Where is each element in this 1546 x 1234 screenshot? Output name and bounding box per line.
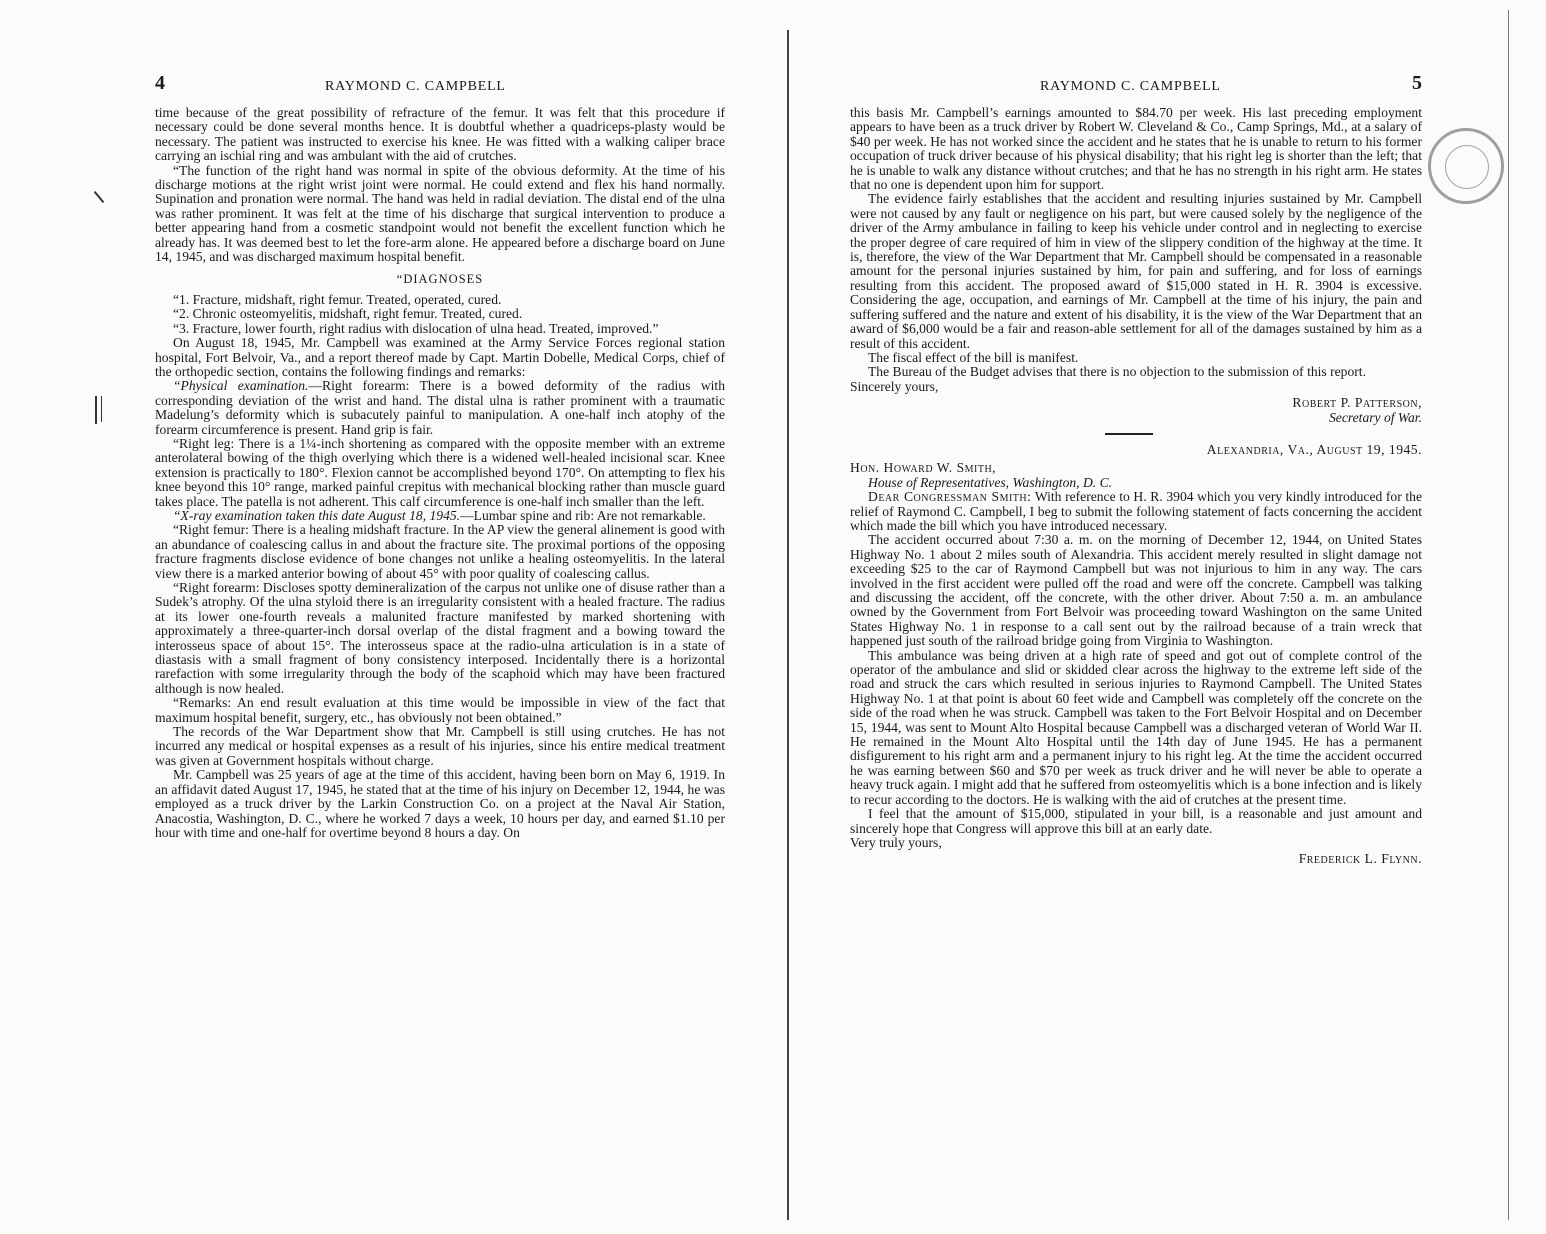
closing: Sincerely yours, bbox=[850, 378, 939, 394]
dateline: Alexandria, Va., August 19, 1945. bbox=[1206, 441, 1422, 457]
paragraph: “Remarks: An end result evaluation at this time would be impossible in view of the fact that maximum hospital benefit, surgery, etc., has obviously not been obtained.” bbox=[155, 695, 725, 725]
signature-name: Frederick L. Flynn. bbox=[1298, 851, 1422, 867]
right-page bbox=[850, 72, 1422, 867]
paragraph: The evidence fairly establishes that the accident and resulting injuries sustained by Mr. Campbell were not caused by any fault or negligence on his part, but were caused solely by the negligence of the driver of the Army ambulance in failing to keep his vehicle under control and in neglecting to exercise the proper degree of care required of him in view of the slippery condition of the highway at the time. It is, therefore, the view of the War Department that Mr. Campbell should be compensated in a reasonable amount for the personal injuries sustained by him, for pain and suffering, and for loss of earnings resulting from this accident. The proposed award of $15,000 stated in H. R. 3904 is excessive. Considering the age, occupation, and earnings of Mr. Campbell at the time of his injury, the pain and suffering suffered and the nature and extent of his disability, it is the view of the War Department that an award of $6,000 would be a fair and reason-able settlement for all of the damages sustained by him as a result of this accident. bbox=[850, 191, 1422, 351]
library-stamp bbox=[1428, 128, 1504, 204]
paragraph bbox=[155, 509, 725, 523]
xray-text: —Lumbar spine and rib: Are not remarkable. bbox=[460, 507, 706, 523]
running-head bbox=[155, 72, 725, 106]
paragraph: The Bureau of the Budget advises that there is no objection to the submission of this report. bbox=[868, 364, 1366, 380]
physical-exam-label: “Physical examination. bbox=[173, 378, 309, 394]
section-divider bbox=[1105, 433, 1153, 435]
paragraph: On August 18, 1945, Mr. Campbell was examined at the Army Service Forces regional station hospital, Fort Belvoir, Va., and a report thereof made by Capt. Martin Dobelle, Medical Corps, chief of the orthopedic section, contains the following findings and remarks: bbox=[155, 335, 725, 379]
running-head bbox=[850, 72, 1422, 106]
paragraph: “Right leg: There is a 1¼-inch shortening as compared with the opposite member with an extreme anterolateral bowing of the thigh overlying which there is a widened well-healed incisional scar. Knee extension is practically to 180°. Flexion cannot be accomplished beyond 170°. On attempting to flex his knee beyond this 10° range, marked painful crepitus with mechanical blocking rather than muscle guard takes place. The patella is not adherent. This calf circumference is one-half inch smaller than the left. bbox=[155, 435, 725, 509]
scan-mark bbox=[94, 191, 105, 203]
physical-exam-text: —Right forearm: There is a bowed deformity of the radius with corresponding deviation of the wrist and hand. The distal ulna is rather prominent with a traumatic Madelung’s deformity which is subacutely painful to manipulation. A one-half inch atophy of the forearm circumference is present. Hand grip is fair. bbox=[155, 378, 725, 437]
page-body bbox=[155, 106, 725, 840]
xray-label: “X-ray examination taken this date August 18, 1945. bbox=[173, 507, 461, 523]
left-page bbox=[155, 72, 725, 840]
paragraph: Mr. Campbell was 25 years of age at the time of this accident, having been born on May 6, 1919. In an affidavit dated August 17, 1945, he stated that at the time of his injury on December 12, 1944, he was employed as a truck driver by the Larkin Construction Co. on a project at the Naval Air Station, Anacostia, Washington, D. C., where he worked 7 days a week, 10 hours per day, and earned $1.10 per hour with time and one-half for overtime beyond 8 hours a day. On bbox=[155, 767, 725, 840]
paragraph: this basis Mr. Campbell’s earnings amounted to $84.70 per week. His last preceding employment appears to have been as a truck driver by Robert W. Cleveland & Co., Camp Springs, Md., at a salary of $40 per week. He has not worked since the accident and he states that he is unable to return to his former occupation of truck driver because of his physical disability; that his right leg is shorter than the left; that he is unable to walk any distance without crutches; and that he has no strength in his right arm. He states that no one is dependent upon him for support. bbox=[850, 105, 1422, 193]
diagnosis-item: “3. Fracture, lower fourth, right radius with dislocation of ulna head. Treated, improved.” bbox=[173, 320, 659, 336]
signature-name: Robert P. Patterson, bbox=[1292, 395, 1422, 411]
addressee-line: House of Representatives, Washington, D. C. bbox=[868, 474, 1113, 490]
section-heading: “DIAGNOSES bbox=[396, 272, 484, 287]
paragraph bbox=[155, 379, 725, 437]
paragraph: This ambulance was being driven at a high rate of speed and got out of complete control of the operator of the ambulance and slid or skidded clear across the highway to the extreme left side of the road and struck the cars which resulted in serious injuries to Raymond Campbell. The United States Highway No. 1 at that point is about 60 feet wide and Campbell was completely off the concrete on the side of the road when he was struck. Campbell was taken to the Fort Belvoir Hospital and on December 15, 1944, was sent to Mount Alto Hospital because Campbell was a discharged veteran of World War II. He remained in the Mount Alto Hospital until the 14th day of June 1945. He has a permanent disfigurement to his right arm and a permanent injury to his right leg. At the time the accident occurred he was earning between $60 and $70 per week as truck driver and he will never be able to operate a heavy truck again. I might add that he suffered from osteomyelitis which is a bone infection and is likely to recur according to the doctors. He is walking with the aid of crutches at the present time. bbox=[850, 647, 1422, 807]
paragraph: The records of the War Department show that Mr. Campbell is still using crutches. He has not incurred any medical or hospital expenses as a result of his injuries, since his entire medical treatment was given at Government hospitals without charge. bbox=[155, 724, 725, 768]
paragraph: “Right femur: There is a healing midshaft fracture. In the AP view the general alinement is good with an abundance of coalescing callus in and about the fracture site. The proximal portions of the opposing fracture fragments disclose evidence of bone changes not unlike a healing osteomyelitis. In the lateral view there is a marked anterior bowing of about 45° with poor quality of coalescing callus. bbox=[155, 522, 725, 581]
letter-text: With reference to H. R. 3904 which you very kindly introduced for the relief of Raymond C. Campbell, I beg to submit the following statement of facts concerning the accident which made the bill which you have introduced necessary. bbox=[850, 489, 1422, 533]
diagnosis-item: “2. Chronic osteomyelitis, midshaft, right femur. Treated, cured. bbox=[173, 306, 523, 322]
scan-mark bbox=[101, 396, 102, 422]
page-gutter bbox=[787, 30, 789, 1220]
paragraph: The accident occurred about 7:30 a. m. on the morning of December 12, 1944, on United States Highway No. 1 about 2 miles south of Alexandria. This accident merely resulted in slight damage not exceeding $25 to the car of Raymond Campbell but was not injurious to him in any way. The cars involved in the first accident were pulled off the road and were off the concrete. Campbell was talking and discussing the accident, off the concrete, with the other driver. About 7:50 a. m. an ambulance owned by the Government from Fort Belvoir was proceeding toward Washington on the same United States Highway No. 1 in response to a call sent out by the railroad because of a train wreck that happened just south of the railroad bridge going from Virginia to Washington. bbox=[850, 532, 1422, 649]
paragraph: I feel that the amount of $15,000, stipulated in your bill, is a reasonable and just amount and sincerely hope that Congress will approve this bill at an early date. bbox=[850, 806, 1422, 836]
scan-mark bbox=[95, 396, 97, 424]
running-title: RAYMOND C. CAMPBELL bbox=[325, 79, 506, 94]
paragraph: The fiscal effect of the bill is manifest. bbox=[868, 349, 1079, 365]
paragraph: time because of the great possibility of refracture of the femur. It was felt that this procedure if necessary could be done several months hence. It is doubtful whether a quadriceps-plasty would be necessary. The patient was instructed to exercise his knee. He was fitted with a walking caliper brace carrying an ischial ring and was ambulant with the aid of crutches. bbox=[155, 105, 725, 164]
salutation: Dear Congressman Smith: bbox=[868, 489, 1032, 505]
closing: Very truly yours, bbox=[850, 834, 942, 850]
diagnosis-item: “1. Fracture, midshaft, right femur. Treated, operated, cured. bbox=[173, 291, 502, 307]
running-title: RAYMOND C. CAMPBELL bbox=[1040, 79, 1221, 94]
page-body bbox=[850, 106, 1422, 867]
paragraph: “Right forearm: Discloses spotty demineralization of the carpus not unlike one of disuse rather than a Sudek’s atrophy. Of the ulna styloid there is an irregularity consistent with a healed fracture. The radius at its lower one-fourth reveals a malunited fracture manifested by marked shortening with approximately a three-quarter-inch dorsal overlap of the distal fragment and a bowing toward the interosseus space of about 15°. The interosseus space at the radio-ulna articulation is in a state of diastasis with a small fragment of bony consistency interposed. Incidentally there is a horizontal rarefaction with some irregularity through the body of the scaphoid which may have been fractured although is now healed. bbox=[155, 580, 725, 696]
page-number: 4 bbox=[155, 72, 165, 94]
addressee-name: Hon. Howard W. Smith, bbox=[850, 460, 997, 476]
page-number: 5 bbox=[1412, 72, 1422, 94]
paragraph bbox=[850, 490, 1422, 533]
paragraph: “The function of the right hand was normal in spite of the obvious deformity. At the time of his discharge motions at the right wrist joint were normal. He could extend and flex his hand normally. Supination and pronation were normal. The hand was held in radial deviation. The distal end of the ulna was rather prominent. It was felt at the time of his discharge that surgical intervention to produce a better appearing hand from a cosmetic standpoint would not benefit the excellent function which he already has. It was deemed best to let the fore-arm alone. He appeared before a discharge board on June 14, 1945, and was discharged maximum hospital benefit. bbox=[155, 162, 725, 265]
signature-title: Secretary of War. bbox=[1328, 409, 1422, 425]
page-edge bbox=[1508, 10, 1509, 1220]
